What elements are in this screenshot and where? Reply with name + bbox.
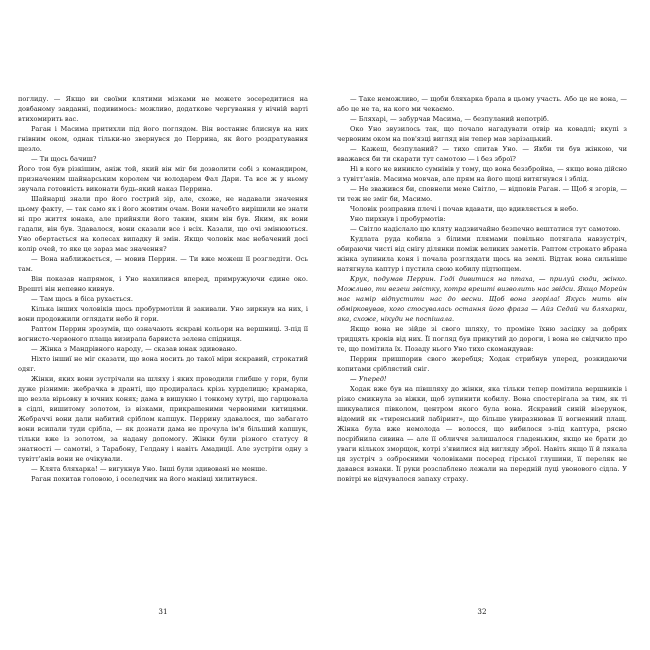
- paragraph: — Таке неможливо, — щоби бляхарка брала в цьому участь. Або це не вона, — або це не та, на кого ми чекаємо.: [337, 95, 627, 113]
- paragraph: Чоловік розправив плечі і почав вдавати, що вдивляється в небо.: [350, 205, 579, 213]
- paragraph: Око Уно звузилось так, що почало нагадувати отвір на ковадлі; вкупі з червоним оком на пов'язці вигляд він тепер мав зарізацький.: [337, 125, 627, 143]
- paragraph: Жінки, яких вони зустрічали на шляху і яких проводили глибше у гори, були дуже різними: жебрачка в дранті, що продиралась крізь хурделицю; крамарка, що везла вірьовку в ючних конях; дама в вишукно і тонкому хутрі, що гарцювала в сідлі, вишитому золотом, із візками, прикрашеними червоними китицями. Жебраччі вони дали набитий сріблом капшук. Перрину здавалося, що забагато вони всипали туди срібла, — як дознати дама не прочула ім'я більший капшук, тільки вже із золотом, за надану допомогу. Жінки були різного статусу й знатності — самотні, з Тарабону, Гелдану і навіть Амадиції. Але зустріти одну з тувітт'анів вони не очікували.: [18, 375, 308, 463]
- paragraph: — Світло надіслало цю кляту надзвичайно безпечно вештатися тут самотою.: [350, 225, 621, 233]
- paragraph: — Там щось в біса рухається.: [31, 295, 133, 303]
- paragraph: Ні в кого не виникло сумнівів у тому, що вона беззбройна, — якщо вона дійсно з тувітт'анів. Масима мовчав, але прям на його щоці витягнувся і зблід.: [337, 165, 627, 183]
- right-page: [337, 94, 627, 634]
- paragraph: — Бляхарі, — забурчав Масима, — безпуланий непотріб.: [350, 115, 550, 123]
- paragraph: Кілька інших чоловіків щось пробурмотіли й закивали. Уно зиркнув на них, і вони продовжили оглядати небо й гори.: [18, 305, 308, 323]
- paragraph: Крук, подумав Перрин. Годі дивитися на птаха, — прилуй сюди, жінко. Можливо, ти везеш звістку, котра врешті визволить нас звідси. Якщо Морейн має намір відпустити нас до весни. Щоб вона згоріла! Якусь мить він обмірковував, кого стосувалась остання його фраза — Айз Седай чи бляхарки, яка, схоже, нікуди не поспішала.: [337, 275, 627, 323]
- paragraph: Його тон був різкішим, аніж той, який він міг би дозволити собі з командиром, призначеним шайнарським королем чи володарем Фал Дари. Та все ж у ньому звучала готовність виконати будь-який наказ Перрина.: [18, 165, 308, 193]
- paragraph: Раган і Масима притихли під його поглядом. Він востаннє блиснув на них гнівним оком, однак тільки-но звернувся до Перрина, як його роздратування щезло.: [18, 125, 308, 153]
- paragraph: — Ти щось бачиш?: [31, 155, 97, 163]
- paragraph: Перрин пришпорив свого жеребця; Ходак стрибнув уперед, розкидаючи копитами сріблястий сніг.: [337, 355, 627, 373]
- paragraph: Він показав напрямок, і Уно нахилився вперед, примружуючи єдине око. Врешті він непевно кивнув.: [18, 275, 308, 293]
- left-page-text: [18, 94, 308, 600]
- paragraph: Уно пирхнув і пробурмотів:: [350, 215, 446, 223]
- paragraph: Шайнарці знали про його гострий зір, але, схоже, не надавали значення цьому факту, — так само як і його жовтим очам. Вони начебто вирішили не знати ні про життя юнака, але прийняли його таким, яким він був. Яким, як вони гадали, він був. Здавалося, вони сказали все і всіх. Казали, що очі змінюються. Уно обертається на колесах випадку й змін. Якщо чоловік має небачений досі колір очей, то яке це зараз має значення?: [18, 195, 308, 253]
- paragraph: Кудлата руда кобила з білими плямами повільно потягала навзустріч, обираючи чисті від снігу ділянки поміж великих заметів. Раптом строкато вбрана жінка зупинила коня і почала розглядати щось на землі. Відтак вона сильніше натягнула каптур і пустила свою кобилу підтюпцем.: [337, 235, 627, 273]
- paragraph: Раптом Перрин зрозумів, що означають яскраві кольори на вершниці. З-під її вогнисто-червоного плаща визирала барвиста зелена спідниця.: [18, 325, 308, 343]
- left-page: [18, 94, 308, 634]
- paragraph: — Не зважився би, сповнели мене Світло, — відповів Раган. — Щоб я згорів, — ти теж не зміг би, Масимо.: [337, 185, 627, 203]
- right-page-number: 32: [477, 607, 487, 616]
- paragraph: — Кажеш, безпуланий? — тихо спитав Уно. — Якби ти був жінкою, чи вважався би ти скарати тут самотою — і без зброї?: [337, 145, 627, 163]
- paragraph: Якщо вона не зійде зі свого шляху, то проміне їхню засідку за добрих тридцять кроків від них. Її погляд був прикутий до дороги, і вона не свідчило про те, що помітила їх. Позаду нього Уно тихо скомандував:: [337, 325, 627, 353]
- left-page-number: 31: [158, 607, 168, 616]
- paragraph: поглиду. — Якщо ви своїми клятими мізками не можете зосередитися на довбаному завданні, подивимось: можливо, додаткове чергування у нічній варті втихомирить вас.: [18, 95, 308, 123]
- right-page-text: [337, 94, 627, 600]
- paragraph: — Вона наближається, — мовив Перрин. — Ти вже можеш її розгледіти. Ось там.: [18, 255, 308, 273]
- paragraph: Раган похитав головою, і оселедчик на його маківці хилитнувся.: [31, 475, 258, 483]
- paragraph: — Уперед!: [350, 375, 387, 383]
- paragraph: Ходак вже був на півшляху до жінки, яка тільки тепер помітила вершників і різко смикнула за віжки, щоб зупинити кобилу. Вона спостерігала за тим, як ті шикувалися півколом, центром якого була вона. Яскравий синій візерунок, відомий як «тиренський лабіринт», що більше увиразнював її вогненний плащ. Жінка була вже немолода — волосся, що вибилося з-під каптура, рясно посрібнила сивина — але її обличчя залишалося гладеньким, якщо не брати до уваги кількох зморщок, котрі з'явилися від вигляду зброї. Навіть якщо її й лякала ця зустріч з озброєними чоловіками посеред гірської глушини, її переляк не давався взнаки. Її руки розслаблено лежали на передній луці увонового сідла. У повітрі не відчувалося запаху страху.: [337, 385, 627, 483]
- paragraph: — Клята бляхарка! — вигукнув Уно. Інші були здивовані не менше.: [31, 465, 268, 473]
- paragraph: Ніхто іншиї не міг сказати, що вона носить до такої міри яскравий, строкатий одяг.: [18, 355, 308, 373]
- paragraph: — Жінка з Мандрівного народу, — сказав юнак здивовано.: [31, 345, 238, 353]
